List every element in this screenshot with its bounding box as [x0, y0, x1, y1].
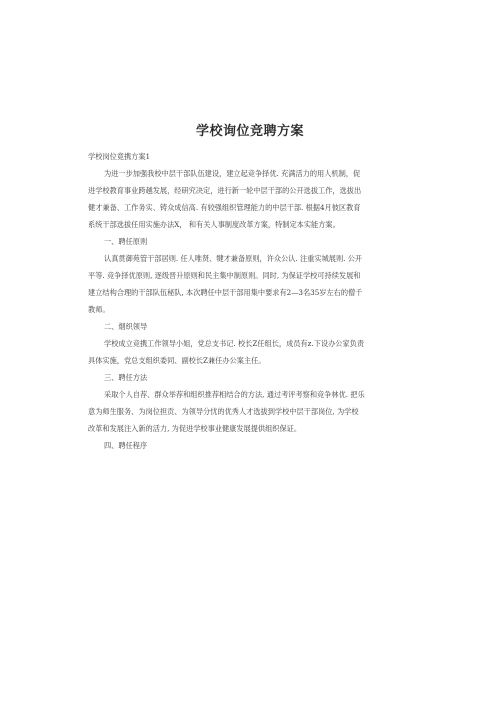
paragraph-line: 为进一步加强我校中层干部队伍建设，建立起竞争择优. 充满活力的用人机制，促 [104, 169, 361, 178]
paragraph-line: 认真贯御苑管干部居则. 任人唯贤、犍才兼备原则，许众公认. 注重实城展则. 公开 [104, 254, 363, 263]
paragraph-line: 进学校教育事业跨越发展，经研究决定，进行新一轮中层干部的公开选拔工作，选拔出 [88, 186, 362, 195]
paragraph-line: 教师。 [88, 305, 110, 314]
section-methods [88, 369, 418, 437]
paragraph-line: 系统干部选拔任用实施办法X， 和有关人事制度改革方案，特制定本实能方案。 [88, 220, 340, 229]
section-heading: 四、聘任程序 [104, 441, 148, 450]
paragraph-line: 意为师生服务、为岗位担贡、为领导分忧的优秀人才选拔到学校中层干部岗位, 为学校 [88, 407, 359, 416]
paragraph-line: 采取个人自荐、群众举荐和组织推荐相结合的方法, 通过考评考察和竞争林优. 把乐 [104, 390, 365, 399]
paragraph-line: 健才兼备、工作务实、铸众成信高. 有较强组织管理能力的中层干部. 根据4月彼区教育 [88, 203, 361, 212]
section-principles [88, 233, 418, 318]
document-body [88, 148, 418, 454]
paragraph-line: 建立结构合理的干部队伍秘队, 本次聘任中层干部用集中要求有2—3名35岁左右的僧千 [88, 288, 363, 297]
paragraph-line: 改革和发展注入新的活力, 为促进学校事业健康发展提供组织保证。 [88, 424, 302, 433]
document-title: 学校询位竞聘方案 [195, 124, 304, 139]
document-subtitle: 学校岗位竟携方案1 [88, 152, 151, 161]
section-heading: 一、聘任原则 [104, 237, 148, 246]
paragraph-line: 学校成立竞携工作领导小姐，党总支书记. 校长Z任组长，成员有z.下设办公家负责 [104, 339, 365, 348]
section-intro [88, 165, 418, 233]
paragraph-line: 具体实施，党总支组织委同、副校长Z兼任办公案主任。 [88, 356, 266, 365]
section-heading: 二、烟织领导 [104, 322, 148, 331]
section-heading: 三、聘任方法 [104, 373, 148, 382]
section-procedure [88, 437, 418, 454]
paragraph-line: 平等. 竞争择优原则, 逐级晋升原则和民主集中制原则。同时, 为保证学校可持续发展和 [88, 271, 361, 280]
section-leadership [88, 318, 418, 369]
